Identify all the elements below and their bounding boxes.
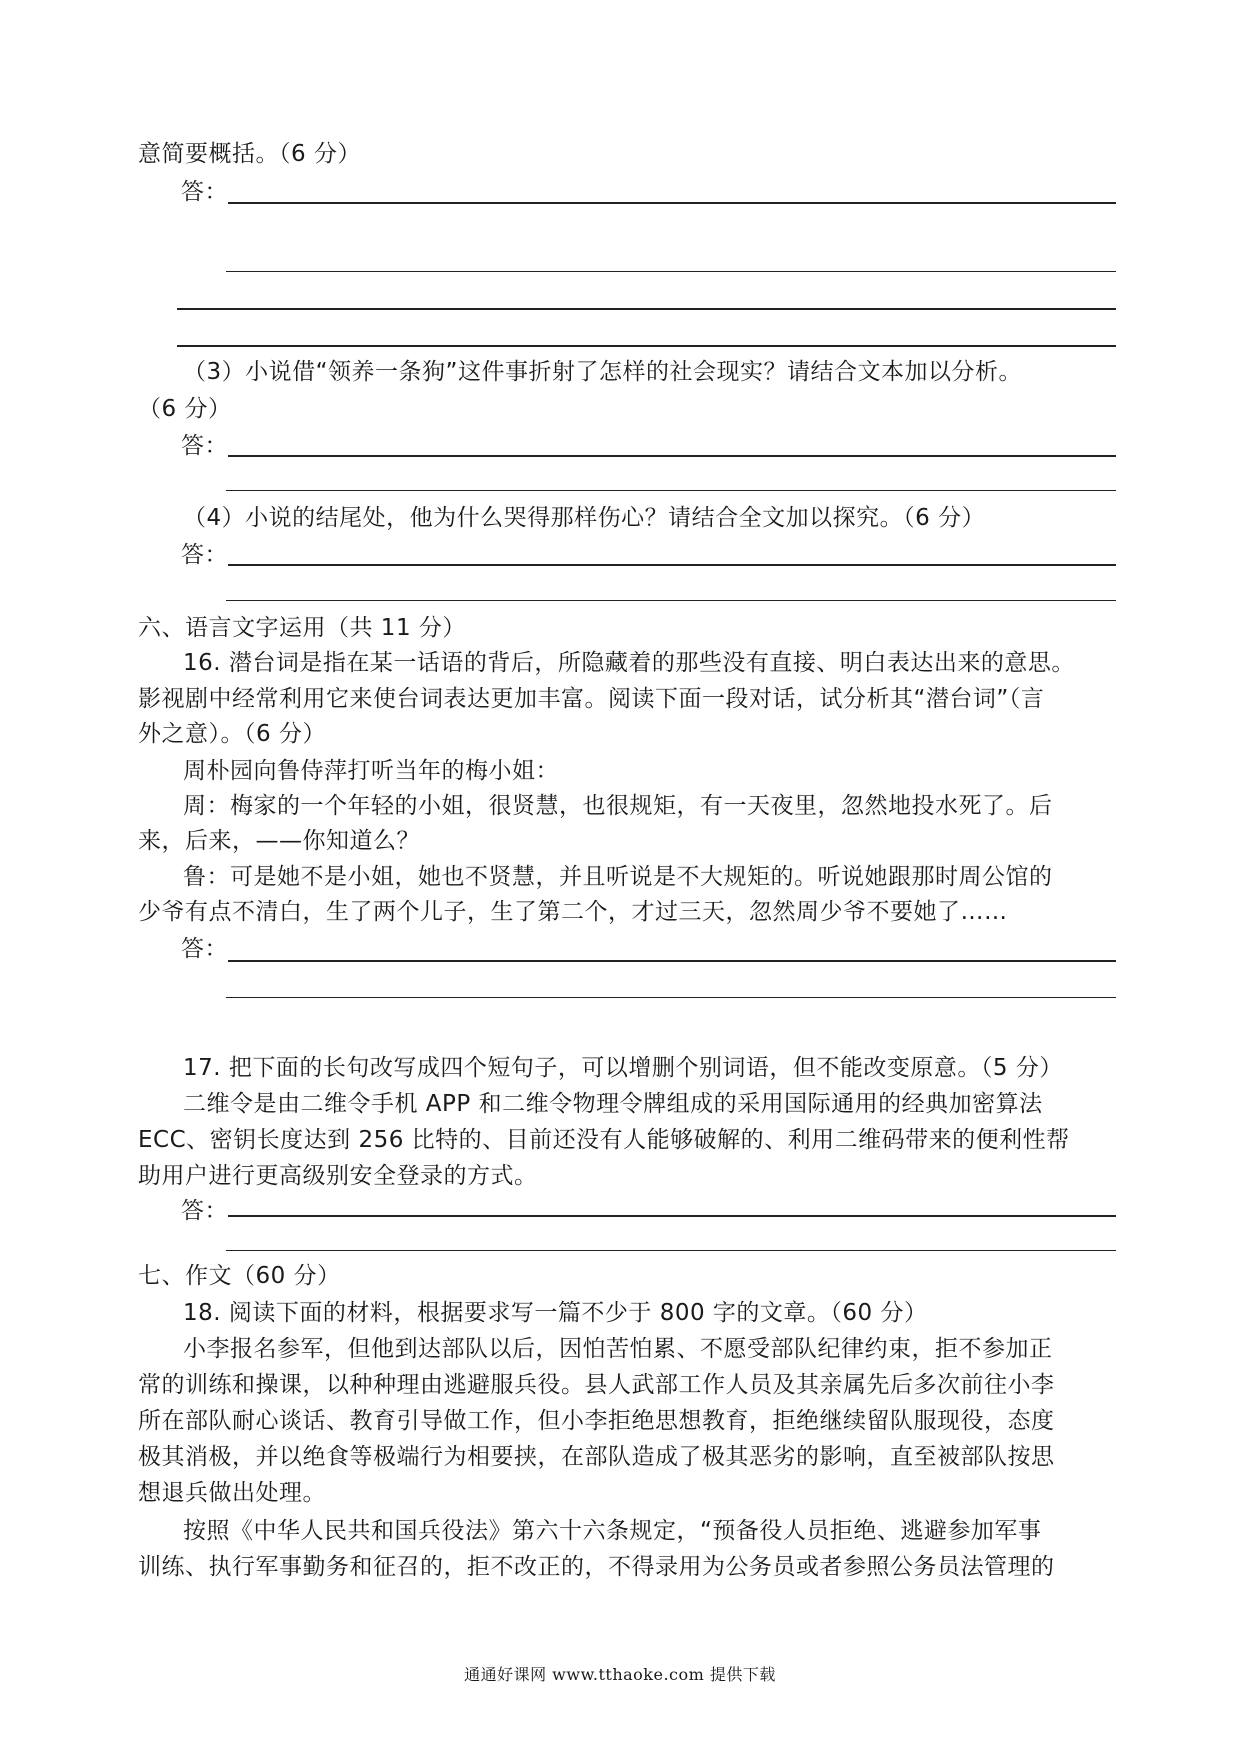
material-p2-line2: 训练、执行军事勤务和征召的，拒不改正的，不得录用为公务员或者参照公务员法管理的 xyxy=(138,1554,1055,1580)
q15-part2-tail: 意简要概括。（6 分） xyxy=(138,141,361,167)
footer-source: 通通好课网 www.tthaoke.com 提供下载 xyxy=(464,1665,776,1684)
q18-prompt: 18. 阅读下面的材料，根据要求写一篇不少于 800 字的文章。（60 分） xyxy=(183,1300,928,1326)
q15-part4: （4）小说的结尾处，他为什么哭得那样伤心？请结合全文加以探究。（6 分） xyxy=(183,505,986,531)
material-p1-line5: 想退兵做出处理。 xyxy=(138,1480,326,1506)
q15-part3-line1: （3）小说借“领养一条狗”这件事折射了怎样的社会现实？请结合文本加以分析。 xyxy=(183,359,1022,385)
answer-label: 答： xyxy=(181,542,228,568)
material-p2-line1: 按照《中华人民共和国兵役法》第六十六条规定，“预备役人员拒绝、逃避参加军事 xyxy=(183,1518,1042,1544)
answer-line[interactable] xyxy=(177,345,1116,347)
answer-label: 答： xyxy=(181,936,228,962)
zhou-line1: 周：梅家的一个年轻的小姐，很贤慧，也很规矩，有一天夜里，忽然地投水死了。后 xyxy=(183,793,1053,819)
answer-line[interactable] xyxy=(228,960,1116,962)
answer-label: 答： xyxy=(181,1198,228,1224)
material-p1-line4: 极其消极，并以绝食等极端行为相要挟，在部队造成了极其恶劣的影响，直至被部队按思 xyxy=(138,1444,1055,1470)
material-p1-line3: 所在部队耐心谈话、教育引导做工作，但小李拒绝思想教育，拒绝继续留队服现役，态度 xyxy=(138,1408,1055,1434)
answer-line[interactable] xyxy=(226,997,1116,998)
lu-line2: 少爷有点不清白，生了两个儿子，生了第二个，才过三天，忽然周少爷不要她了…… xyxy=(138,899,1008,925)
answer-label: 答： xyxy=(181,179,228,205)
dialogue-intro: 周朴园向鲁侍萍打听当年的梅小姐： xyxy=(183,758,559,784)
q17-text-line1: 二维令是由二维令手机 APP 和二维令物理令牌组成的采用国际通用的经典加密算法 xyxy=(183,1091,1043,1117)
section6-heading: 六、语言文字运用（共 11 分） xyxy=(138,615,466,641)
q16-prompt-line2: 影视剧中经常利用它来使台词表达更加丰富。阅读下面一段对话，试分析其“潜台词”（言 xyxy=(138,686,1045,712)
q16-prompt-line1: 16. 潜台词是指在某一话语的背后，所隐藏着的那些没有直接、明白表达出来的意思。 xyxy=(183,650,1075,676)
material-p1-line1: 小李报名参军，但他到达部队以后，因怕苦怕累、不愿受部队纪律约束，拒不参加正 xyxy=(183,1336,1053,1362)
answer-line[interactable] xyxy=(177,308,1116,310)
q17-text-line3: 助用户进行更高级别安全登录的方式。 xyxy=(138,1163,538,1189)
answer-line[interactable] xyxy=(226,600,1116,601)
material-p1-line2: 常的训练和操课，以种种理由逃避服兵役。县人武部工作人员及其亲属先后多次前往小李 xyxy=(138,1372,1055,1398)
answer-line[interactable] xyxy=(226,1250,1116,1251)
q15-part3-line2: （6 分） xyxy=(138,396,232,422)
q16-prompt-line3: 外之意）。（6 分） xyxy=(138,721,326,747)
q17-text-line2: ECC、密钥长度达到 256 比特的、目前还没有人能够破解的、利用二维码带来的便利性帮 xyxy=(138,1127,1070,1153)
answer-line[interactable] xyxy=(228,455,1116,457)
answer-line[interactable] xyxy=(228,202,1116,204)
answer-line[interactable] xyxy=(228,1215,1116,1217)
answer-line[interactable] xyxy=(228,564,1116,566)
zhou-line2: 来，后来，——你知道么？ xyxy=(138,828,420,854)
section7-heading: 七、作文（60 分） xyxy=(138,1263,341,1289)
answer-line[interactable] xyxy=(226,271,1116,272)
q17-prompt: 17. 把下面的长句改写成四个短句子，可以增删个别词语，但不能改变原意。（5 分） xyxy=(183,1055,1063,1081)
answer-label: 答： xyxy=(181,433,228,459)
answer-line[interactable] xyxy=(226,490,1116,491)
lu-line1: 鲁：可是她不是小姐，她也不贤慧，并且听说是不大规矩的。听说她跟那时周公馆的 xyxy=(183,864,1053,890)
